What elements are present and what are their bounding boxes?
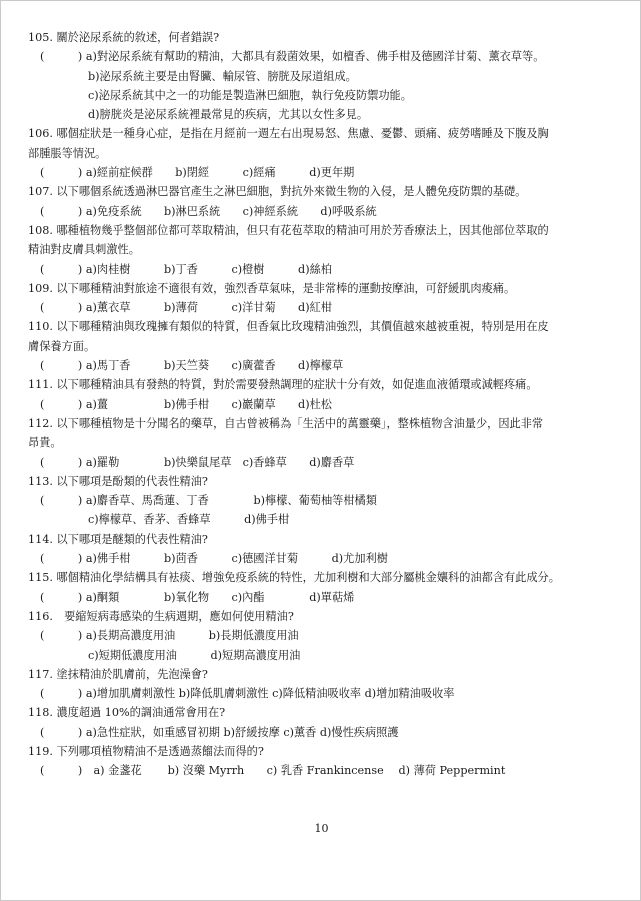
- question-115: 115. 哪個精油化學結構具有袪痰、增強免疫系統的特性，尤加利樹和大部分屬桃金孃科的油都含有此成分。: [28, 571, 560, 585]
- question-114-options: ( ) a)佛手柑 b)茴香 c)德國洋甘菊 d)尤加利樹: [40, 552, 388, 566]
- question-105-option-a: ( ) a)對泌尿系統有幫助的精油，大都具有殺菌效果，如檀香、佛手柑及德國洋甘菊、薰衣草等。: [40, 50, 545, 64]
- question-112-continued: 昂貴。: [28, 436, 62, 450]
- question-112-options: ( ) a)羅勒 b)快樂鼠尾草 c)香蜂草 d)麝香草: [40, 455, 355, 469]
- question-109-options: ( ) a)薰衣草 b)薄荷 c)洋甘菊 d)紅柑: [40, 301, 332, 315]
- question-117: 117. 塗抹精油於肌膚前，先泡澡會?: [28, 667, 208, 681]
- page-number: 10: [314, 822, 329, 835]
- question-113-options-cd: c)檸檬草、香茅、香蜂草 d)佛手柑: [88, 513, 290, 527]
- question-119: 119. 下列哪項植物精油不是透過蒸餾法而得的?: [28, 744, 264, 758]
- question-106-options: ( ) a)經前症候群 b)閉經 c)經痛 d)更年期: [40, 166, 355, 180]
- question-114: 114. 以下哪項是醚類的代表性精油?: [28, 532, 208, 546]
- question-109: 109. 以下哪種精油對旅途不適很有效，強烈香草氣味，是非常棒的運動按摩油，可舒緩肌肉痠痛。: [28, 281, 516, 295]
- question-113-options-ab: ( ) a)麝香草、馬喬蓮、丁香 b)檸檬、葡萄柚等柑橘類: [40, 494, 377, 508]
- question-107: 107. 以下哪個系統透過淋巴器官產生之淋巴細胞，對抗外來微生物的入侵，是人體免疫防禦的基礎。: [28, 185, 527, 199]
- question-112: 112. 以下哪種植物是十分聞名的藥草，自古曾被稱為「生活中的萬靈藥」，整株植物含油量少，因此非常: [28, 416, 544, 430]
- question-115-options: ( ) a)酮類 b)氧化物 c)內酯 d)單萜烯: [40, 590, 355, 604]
- question-106: 106. 哪個症狀是一種身心症，是指在月經前一週左右出現易怒、焦慮、憂鬱、頭痛、疲勞嗜睡及下腹及胸: [28, 127, 549, 141]
- question-113: 113. 以下哪項是酚類的代表性精油?: [28, 474, 208, 488]
- question-105-option-d: d)膀胱炎是泌尿系統裡最常見的疾病，尤其以女性多見。: [88, 108, 369, 122]
- question-116-options-ab: ( ) a)長期高濃度用油 b)長期低濃度用油: [40, 629, 299, 643]
- question-110: 110. 以下哪種精油與玫瑰擁有類似的特質，但香氣比玫瑰精油強烈，其價值越來越被重視，特別是用在皮: [28, 320, 549, 334]
- question-118-options: ( ) a)急性症狀，如重感冒初期 b)舒緩按摩 c)薰香 d)慢性疾病照護: [40, 725, 399, 739]
- question-108-continued: 精油對皮膚具刺激性。: [28, 243, 140, 257]
- question-107-options: ( ) a)免疫系統 b)淋巴系統 c)神經系統 d)呼吸系統: [40, 204, 377, 218]
- question-116-options-cd: c)短期低濃度用油 d)短期高濃度用油: [88, 648, 301, 662]
- question-106-continued: 部腫脹等情況。: [28, 146, 107, 160]
- exam-questions: [28, 28, 618, 781]
- question-116: 116. 要縮短病毒感染的生病週期，應如何使用精油?: [28, 609, 294, 623]
- question-111-options: ( ) a)薑 b)佛手柑 c)巖蘭草 d)杜松: [40, 397, 332, 411]
- question-108: 108. 哪種植物幾乎整個部位都可萃取精油，但只有花苞萃取的精油可用於芳香療法上，因其他部位萃取的: [28, 223, 549, 237]
- question-119-options: ( ) a) 金盞花 b) 沒藥 Myrrh c) 乳香 Frankincense d) 薄荷 Peppermint: [40, 764, 506, 778]
- question-105-option-c: c)泌尿系統其中之一的功能是製造淋巴細胞，執行免疫防禦功能。: [88, 88, 412, 102]
- question-110-continued: 膚保養方面。: [28, 339, 96, 353]
- question-111: 111. 以下哪種精油具有發熱的特質，對於需要發熱調理的症狀十分有效，如促進血液循環或減輕疼痛。: [28, 378, 538, 392]
- question-117-options: ( ) a)增加肌膚刺激性 b)降低肌膚刺激性 c)降低精油吸收率 d)增加精油吸收率: [40, 687, 455, 701]
- question-105: 105. 關於泌尿系統的敘述，何者錯誤?: [28, 31, 220, 44]
- question-108-options: ( ) a)肉桂樹 b)丁香 c)橙樹 d)絲柏: [40, 262, 332, 276]
- question-110-options: ( ) a)馬丁香 b)天竺葵 c)廣藿香 d)檸檬草: [40, 359, 344, 373]
- question-105-option-b: b)泌尿系統主要是由腎臟、輸尿管、膀胱及尿道組成。: [88, 69, 357, 83]
- question-118: 118. 濃度超過 10%的調油通常會用在?: [28, 706, 226, 720]
